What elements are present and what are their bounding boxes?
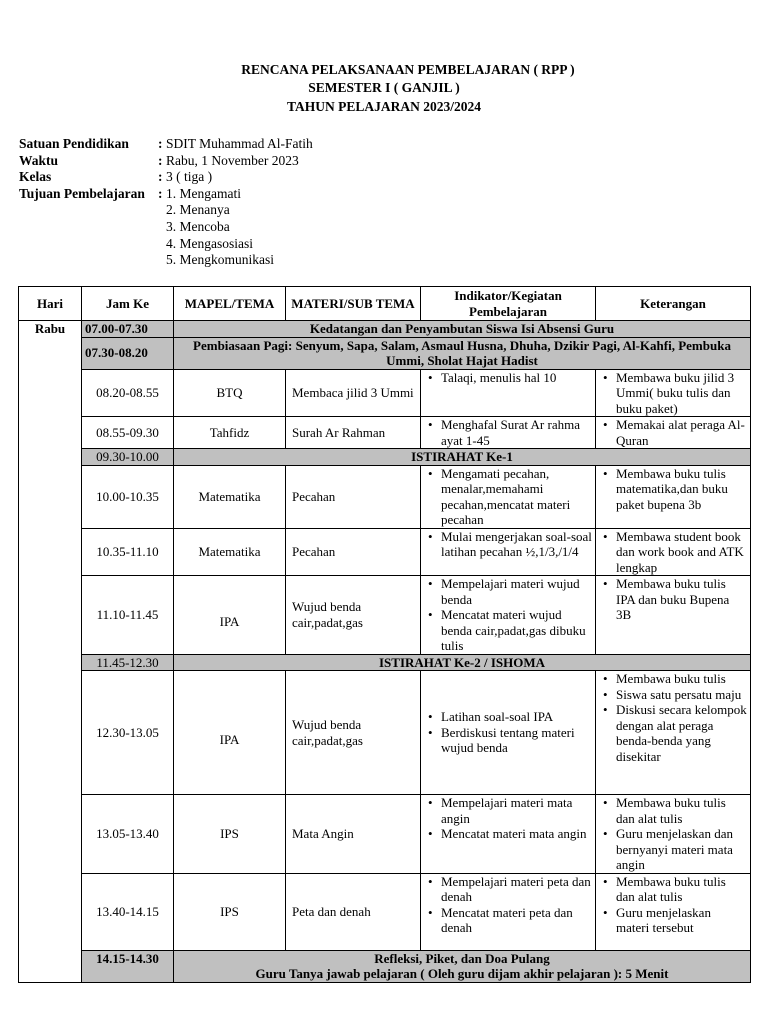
materi-cell: Pecahan: [286, 465, 421, 528]
jam-cell: 08.20-08.55: [82, 369, 174, 417]
table-row: [19, 337, 751, 369]
materi-cell: Membaca jilid 3 Ummi: [286, 369, 421, 417]
document-title: RENCANA PELAKSANAAN PEMBELAJARAN ( RPP ): [241, 62, 575, 77]
mapel-cell: IPS: [174, 873, 286, 950]
colon: :: [158, 152, 163, 168]
table-row: [19, 449, 751, 466]
indikator-cell: [421, 576, 596, 655]
list-item: • Memakai alat peraga Al-Quran: [616, 417, 747, 448]
keterangan-cell: [596, 576, 751, 655]
materi-cell: Wujud benda cair,padat,gas: [286, 576, 421, 655]
table-row: [19, 795, 751, 874]
list-item: • Guru menjelaskan dan bernyanyi materi mata angin: [616, 826, 747, 873]
semester-title: SEMESTER I ( GANJIL ): [308, 80, 460, 95]
waktu-label: Waktu: [19, 152, 59, 168]
list-item: • Menghafal Surat Ar rahma ayat 1-45: [441, 417, 592, 448]
materi-cell: Wujud benda cair,padat,gas: [286, 671, 421, 795]
header-mapel: MAPEL/TEMA: [174, 287, 286, 321]
list-item: • Diskusi secara kelompok dengan alat peraga benda-benda yang disekitar: [616, 702, 747, 764]
list-item: • Guru menjelaskan materi tersebut: [616, 905, 747, 936]
list-item: • Mengamati pecahan, menalar,memahami pecahan,mencatat materi pecahan: [441, 466, 592, 528]
keterangan-cell: [596, 417, 751, 449]
list-item: • Mempelajari materi wujud benda: [441, 576, 592, 607]
jam-cell: 11.10-11.45: [82, 576, 174, 655]
span-cell: [174, 950, 751, 982]
table-row: [19, 321, 751, 338]
kelas-value: 3 ( tiga ): [166, 169, 213, 185]
list-item: • Mempelajari materi peta dan denah: [441, 874, 592, 905]
mapel-cell: IPA: [174, 671, 286, 795]
indikator-cell: [421, 417, 596, 449]
jam-cell: 07.30-08.20: [82, 337, 174, 369]
list-item: • Mencatat materi wujud benda cair,padat,gas dibuku tulis: [441, 607, 592, 654]
list-item: • Membawa student book dan work book and ATK lengkap: [616, 529, 747, 576]
table-row: [19, 417, 751, 449]
list-item: • Membawa buku jilid 3 Ummi( buku tulis dan buku paket): [616, 370, 747, 417]
list-item: • Mencatat materi mata angin: [441, 826, 592, 842]
satuan-label: Satuan Pendidikan: [19, 136, 129, 151]
jam-cell: 07.00-07.30: [82, 321, 174, 338]
jam-cell: 13.05-13.40: [82, 795, 174, 874]
kelas-label: Kelas: [19, 169, 52, 185]
span-cell: Kedatangan dan Penyambutan Siswa Isi Absensi Guru: [174, 321, 751, 338]
waktu-value: Rabu, 1 November 2023: [166, 152, 299, 168]
info-block: [19, 136, 313, 269]
info-row-satuan: [19, 136, 313, 153]
list-item: • Membawa buku tulis dan alat tulis: [616, 874, 747, 905]
closing-line-2: Guru Tanya jawab pelajaran ( Oleh guru dijam akhir pelajaran ): 5 Menit: [255, 966, 669, 981]
table-row: [19, 671, 751, 795]
list-item: • Mempelajari materi mata angin: [441, 795, 592, 826]
table-row: [19, 465, 751, 528]
mapel-cell: Tahfidz: [174, 417, 286, 449]
jam-cell: 10.00-10.35: [82, 465, 174, 528]
colon: :: [158, 185, 163, 201]
mapel-cell: Matematika: [174, 465, 286, 528]
table-header-row: [19, 287, 751, 321]
indikator-cell: [421, 795, 596, 874]
materi-cell: Surah Ar Rahman: [286, 417, 421, 449]
info-row-kelas: [19, 169, 313, 186]
colon: :: [158, 169, 163, 185]
mapel-cell: IPA: [174, 576, 286, 655]
header-indikator: Indikator/Kegiatan Pembelajaran: [421, 287, 596, 321]
jam-cell: 14.15-14.30: [82, 950, 174, 982]
list-item: • Membawa buku tulis: [616, 671, 747, 687]
keterangan-cell: [596, 528, 751, 576]
mapel-cell: BTQ: [174, 369, 286, 417]
tujuan-item: 1. Mengamati: [166, 185, 241, 201]
header-jam: Jam Ke: [82, 287, 174, 321]
list-item: • Mulai mengerjakan soal-soal latihan pecahan ½,1/3,/1/4: [441, 529, 592, 560]
keterangan-cell: [596, 795, 751, 874]
schedule-table: [18, 286, 751, 983]
materi-cell: Pecahan: [286, 528, 421, 576]
indikator-cell: [421, 671, 596, 795]
header-hari: Hari: [19, 287, 82, 321]
mapel-cell: Matematika: [174, 528, 286, 576]
materi-cell: Mata Angin: [286, 795, 421, 874]
header-keterangan: Keterangan: [596, 287, 751, 321]
tujuan-item: 4. Mengasosiasi: [166, 235, 253, 251]
keterangan-cell: [596, 465, 751, 528]
list-item: • Membawa buku tulis IPA dan buku Bupena 3B: [616, 576, 747, 623]
indikator-cell: [421, 873, 596, 950]
span-cell: Pembiasaan Pagi: Senyum, Sapa, Salam, Asmaul Husna, Dhuha, Dzikir Pagi, Al-Kahfi, Pembuka Ummi, Sholat Hajat Hadist: [174, 337, 751, 369]
list-item: • Talaqi, menulis hal 10: [441, 370, 592, 386]
jam-cell: 12.30-13.05: [82, 671, 174, 795]
tujuan-list: [166, 186, 274, 269]
jam-cell: 10.35-11.10: [82, 528, 174, 576]
jam-cell: 11.45-12.30: [82, 654, 174, 671]
tujuan-label: Tujuan Pembelajaran: [19, 185, 145, 201]
header-materi: MATERI/SUB TEMA: [286, 287, 421, 321]
info-row-tujuan: [19, 186, 313, 269]
list-item: • Mencatat materi peta dan denah: [441, 905, 592, 936]
table-row: [19, 654, 751, 671]
table-row: [19, 950, 751, 982]
list-item: • Berdiskusi tentang materi wujud benda: [441, 725, 592, 756]
list-item: • Siswa satu persatu maju: [616, 687, 747, 703]
materi-cell: Peta dan denah: [286, 873, 421, 950]
indikator-cell: [421, 465, 596, 528]
list-item: • Membawa buku tulis dan alat tulis: [616, 795, 747, 826]
closing-line-1: Refleksi, Piket, dan Doa Pulang: [374, 950, 550, 966]
span-cell: ISTIRAHAT Ke-1: [174, 449, 751, 466]
jam-cell: 09.30-10.00: [82, 449, 174, 466]
keterangan-cell: [596, 369, 751, 417]
colon: :: [158, 136, 163, 151]
satuan-value: SDIT Muhammad Al-Fatih: [166, 136, 313, 151]
tujuan-item: 2. Menanya: [166, 202, 230, 218]
jam-cell: 13.40-14.15: [82, 873, 174, 950]
table-row: [19, 369, 751, 417]
academic-year-title: TAHUN PELAJARAN 2023/2024: [286, 99, 481, 114]
span-cell: ISTIRAHAT Ke-2 / ISHOMA: [174, 654, 751, 671]
keterangan-cell: [596, 671, 751, 795]
table-row: [19, 873, 751, 950]
indikator-cell: [421, 369, 596, 417]
hari-cell: Rabu: [19, 321, 82, 983]
tujuan-item: 5. Mengkomunikasi: [166, 252, 274, 268]
table-row: [19, 576, 751, 655]
info-row-waktu: [19, 153, 313, 170]
mapel-cell: IPS: [174, 795, 286, 874]
table-row: [19, 528, 751, 576]
jam-cell: 08.55-09.30: [82, 417, 174, 449]
list-item: • Latihan soal-soal IPA: [441, 709, 592, 725]
list-item: • Membawa buku tulis matematika,dan buku paket bupena 3b: [616, 466, 747, 513]
tujuan-item: 3. Mencoba: [166, 218, 230, 234]
keterangan-cell: [596, 873, 751, 950]
indikator-cell: [421, 528, 596, 576]
